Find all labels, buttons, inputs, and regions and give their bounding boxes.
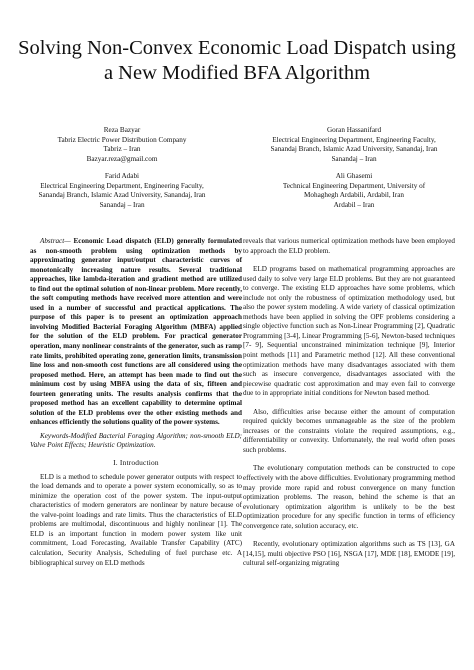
author-affiliation: Sanandaj – Iran: [331, 154, 377, 163]
author-affiliation: Ardabil – Iran: [333, 200, 375, 209]
body-paragraph: Recently, evolutionary optimization algorithms such as TS [13], GA [14,15], multi objective PSO [16], NSGA [17], MDE [18], EMODE [19], cultural self-organizing migrating: [243, 540, 455, 568]
author-affiliation: Sanandaj – Iran: [99, 200, 145, 209]
author-affiliation: Mohaghegh Ardabili, Ardabil, Iran: [303, 191, 404, 200]
title-line-2: a New Modified BFA Algorithm: [103, 62, 371, 84]
author-block-3: [8, 172, 236, 210]
title-line-1: Solving Non-Convex Economic Load Dispatch using: [18, 37, 456, 59]
body-paragraph: reveals that various numerical optimization methods have been employed to approach the ELD problem.: [243, 237, 455, 255]
paper-title: [0, 36, 474, 86]
abstract-body: Economic Load dispatch (ELD) generally formulated as non-smooth problem using optimization methods by approximating generator input/output characteristic curves of monotonically increasing nature results. Several traditional approaches, like lambda-iteration and gradient method are utilized to find out the optimal solution of non-linear problem. More recently, the soft computing methods have received more attention and were used in a number of successful and practical applications. The purpose of this paper is to present an optimization approach involving Modified Bacterial Foraging Algorithm (MBFA) applied for the solution of the ELD problem. For practical generator operation, many nonlinear constraints of the generator, such as ramp rate limits, prohibited operating zone, generation limits, transmission line loss and non-smooth cost functions are all considered using the proposed method. Here, an attempt has been made to find out the minimum cost by using MBFA using the data of six, fifteen and fourteen generating units. The results analysis confirms that the proposed method has an excellent capability to determine optimal solution of the ELD problems over the other existing methods and enhances efficiently the solutions quality of the power systems.: [30, 237, 242, 427]
author-block-1: [22, 126, 222, 164]
author-block-2: [243, 126, 465, 164]
author-name: Farid Adabi: [104, 172, 140, 180]
section-heading-introduction: I. Introduction: [113, 458, 159, 468]
author-email: Bazyar.reza@gmail.com: [86, 154, 158, 163]
body-paragraph: Also, difficulties arise because either the amount of computation required quickly becomes unmanageable as the size of the problem increases or the constraints violate the required assumptions, e.g., differentiability or convexity. Unfortunately, the real world often poses such problems.: [243, 407, 455, 454]
left-column: [30, 237, 242, 568]
author-affiliation: Sanandaj Branch, Islamic Azad University, Sanandaj, Iran: [270, 145, 438, 154]
body-paragraph: ELD is a method to schedule power generator outputs with respect to the load demands and to operate a power system economically, so as to minimize the operation cost of the power system. The input-output characteristics of modern generators are nonlinear by nature because of the valve-point loadings and rate limits. Thus the characteristics of ELD problems are multimodal, discontinuous and highly nonlinear [1]. The ELD is an important function in modern power system like unit commitment, Load Forecasting, Available Transfer Capability (ATC) calculation, Security Analysis, Scheduling of fuel purchase etc. A bibliographical survey on ELD methods: [30, 472, 242, 567]
author-affiliation: Technical Engineering Department, University of: [282, 181, 426, 190]
author-block-4: [243, 172, 465, 210]
author-affiliation: Sanandaj Branch, Islamic Azad University, Sanandaj, Iran: [38, 191, 206, 200]
author-name: Ali Ghasemi: [335, 172, 373, 180]
body-paragraph: The evolutionary computation methods can be constructed to cope effectively with the above difficulties. Evolutionary programming method may provide more rapid and robust convergence on many function optimization problems. The reason, behind the scheme is that an evolutionary optimization algorithm is unlikely to be the best optimization procedure for any specific function in terms of efficiency convergence rate, solution accuracy, etc.: [243, 464, 455, 530]
author-affiliation: Tabriz – Iran: [103, 145, 141, 154]
author-affiliation: Tabriz Electric Power Distribution Company: [57, 135, 187, 144]
keywords: Keywords-Modified Bacterial Foraging Algorithm; non-smooth ELD; Valve Point Effects; Heuristic Optimization.: [30, 431, 242, 450]
body-paragraph: ELD programs based on mathematical programming approaches are used daily to solve very large ELD problems. But they are not guaranteed to converge. The existing ELD approaches have some problems, which include not only the robustness of optimization methodology used, but also the power system modeling. A wide variety of classical optimization methods have been applied in solving the OPF problems considering a single objective function such as Non-Linear Programming [2], Quadratic Programming [3-4], Linear Programming [5-6], Newton-based techniques [7- 9], Sequential unconstrained minimization technique [9], Interior point methods [11] and Parametric method [12]. All these conventional optimization methods have many disadvantages associated with them such as insecure convergence, disadvantages associated with the piecewise quadratic cost approximation and may even fail to converge due to in appropriate initial conditions for Newton based method.: [243, 265, 455, 398]
right-column: [243, 237, 455, 569]
author-name: Reza Bazyar: [103, 126, 141, 134]
abstract-lead: Abstract—: [40, 237, 71, 245]
author-affiliation: Electrical Engineering Department, Engineering Faculty,: [40, 181, 204, 190]
author-affiliation: Electrical Engineering Department, Engineering Faculty,: [272, 135, 436, 144]
abstract: [30, 237, 242, 428]
author-name: Goran Hassanifard: [326, 126, 382, 134]
